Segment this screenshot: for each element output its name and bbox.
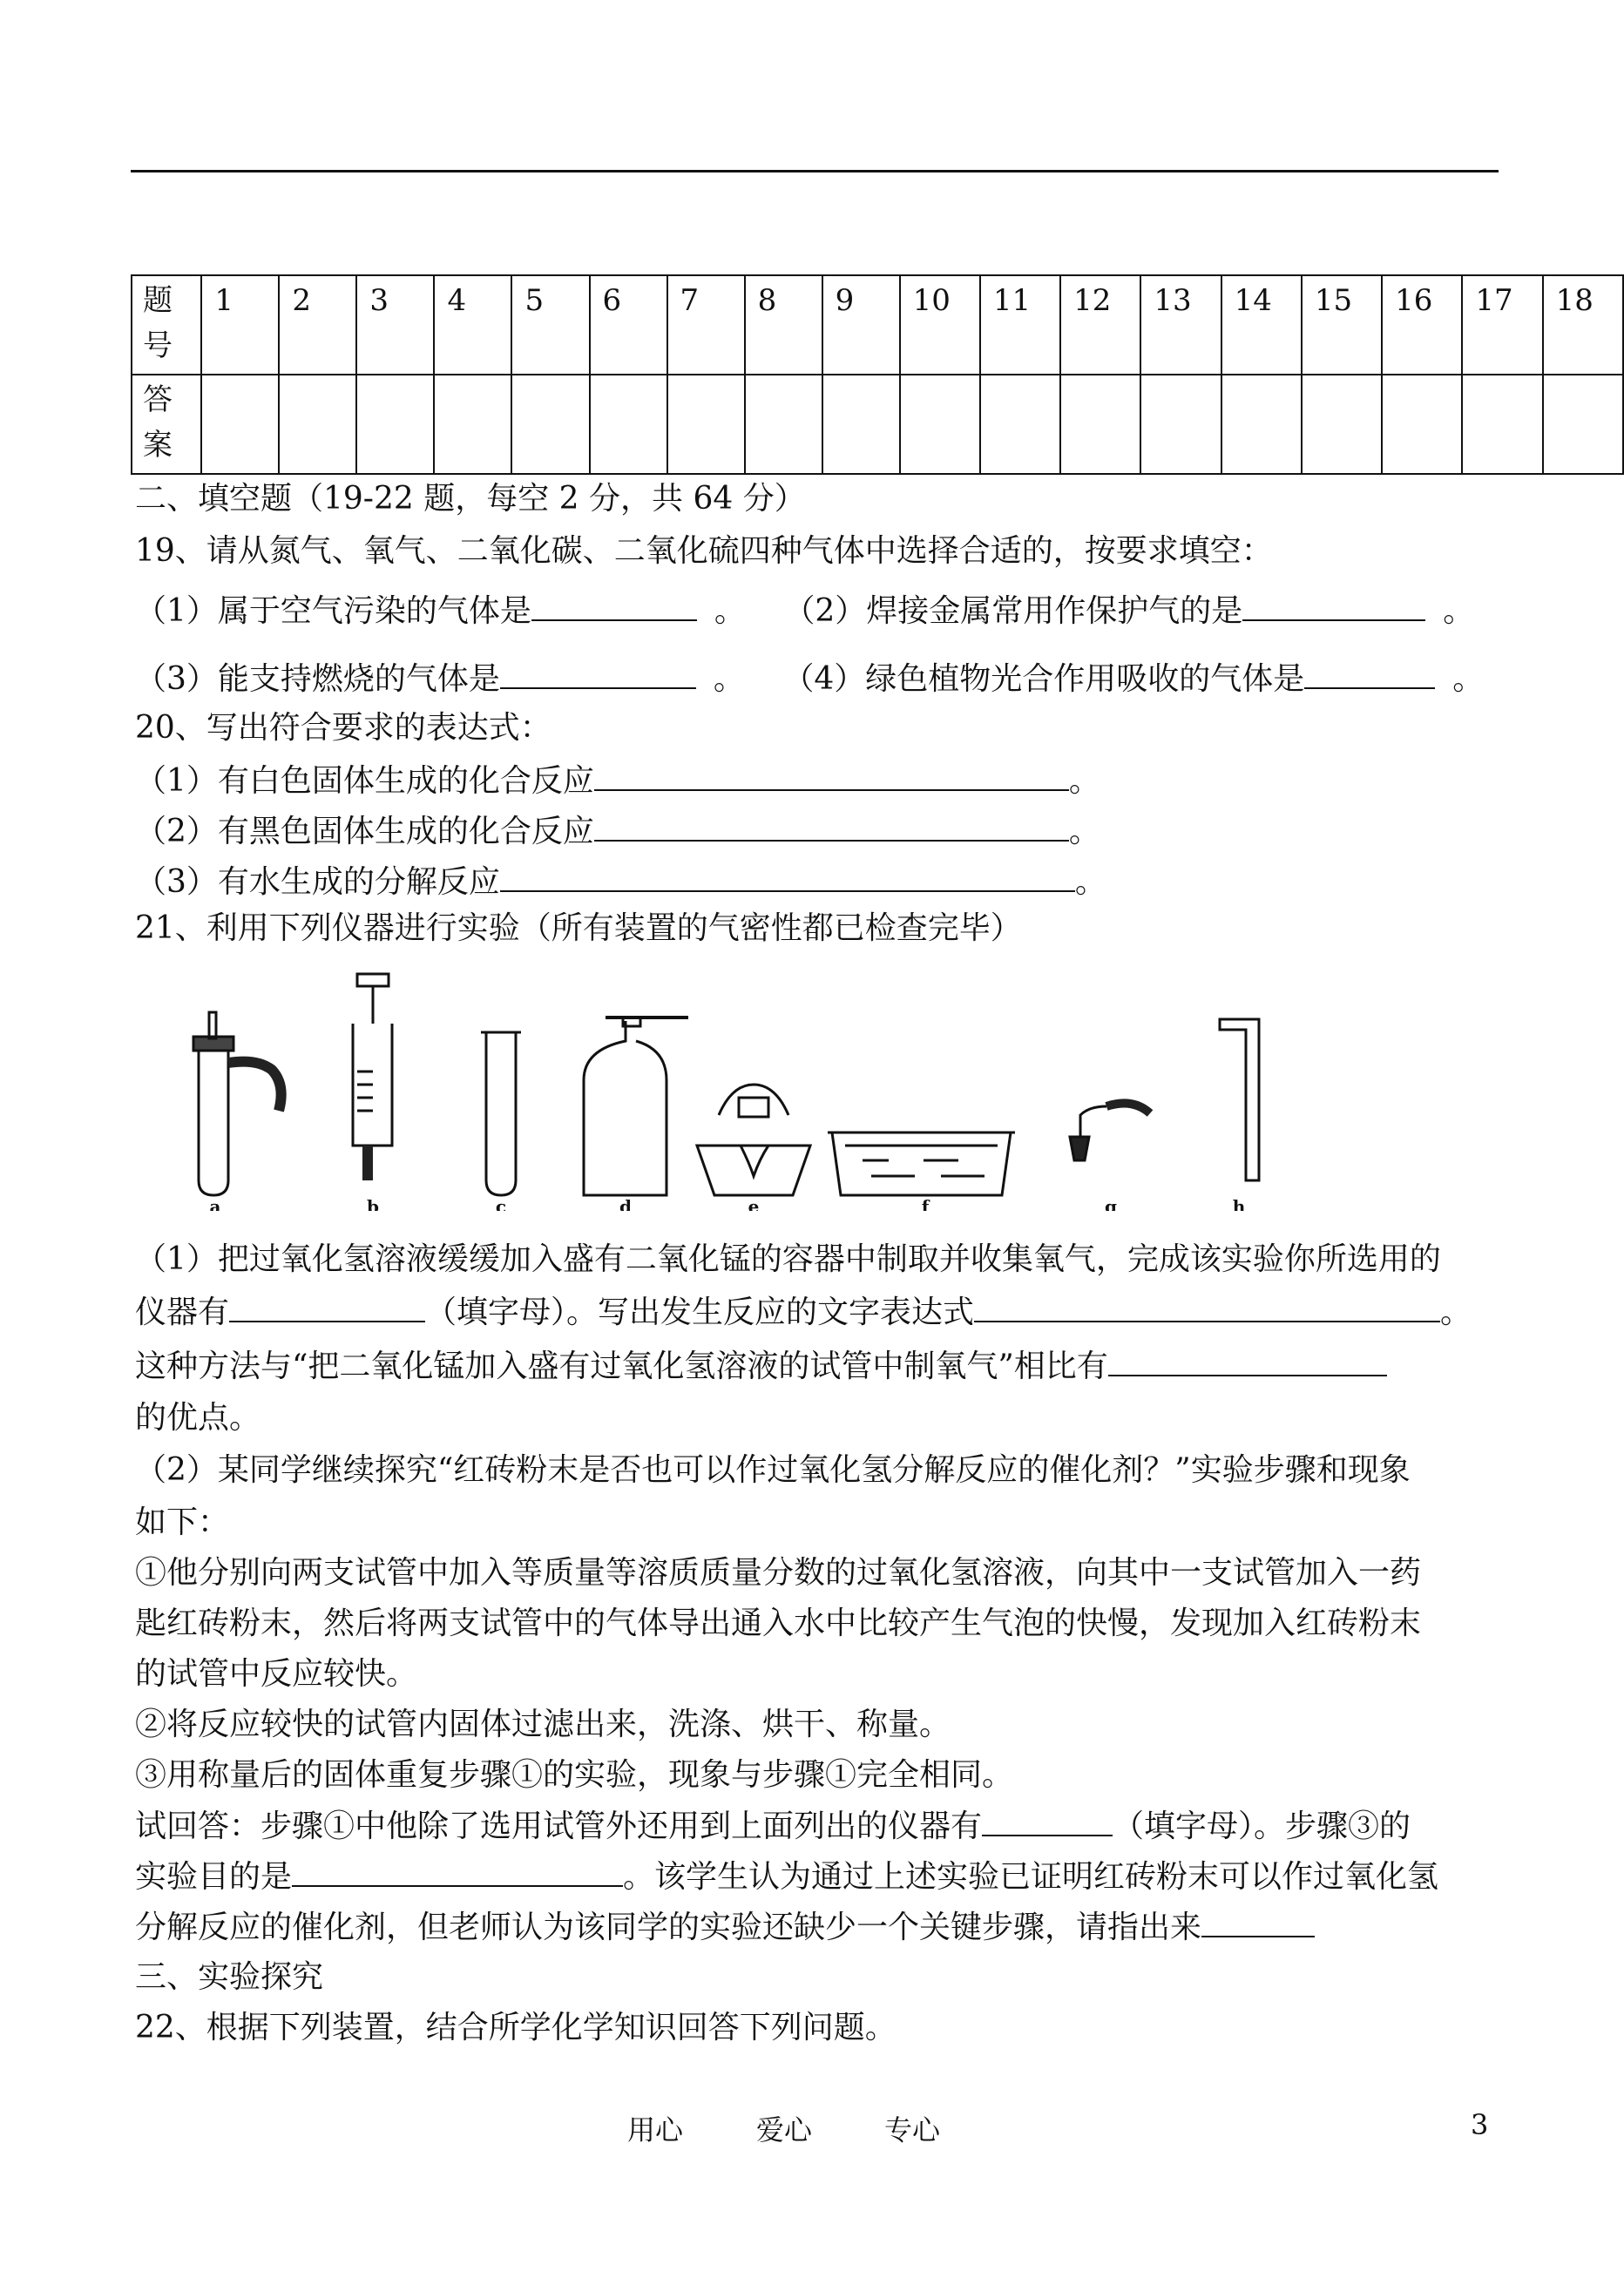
label-h: h: [1232, 1196, 1246, 1211]
apparatus-f: [828, 1132, 1015, 1195]
q20-line-1: （1）有白色固体生成的化合反应 。: [135, 756, 1100, 806]
answer-cell[interactable]: [434, 375, 511, 474]
apparatus-drawing: [174, 967, 1342, 1211]
label-d: d: [619, 1196, 632, 1211]
question-number: 12: [1060, 275, 1140, 375]
question-number: 3: [356, 275, 434, 375]
answer-cell[interactable]: [1140, 375, 1221, 474]
label-c: c: [495, 1196, 507, 1211]
q21-line-13: 实验目的是 。该学生认为通过上述实验已证明红砖粉末可以作过氧化氢: [135, 1852, 1438, 1902]
apparatus-figure: [174, 967, 1342, 1211]
q19-blank-2[interactable]: [1242, 586, 1425, 621]
label-f: f: [921, 1196, 930, 1211]
section-3-heading: 三、实验探究: [135, 1959, 324, 1995]
q21-line-14: 分解反应的催化剂，但老师认为该同学的实验还缺少一个关键步骤，请指出来: [135, 1903, 1315, 1952]
q22-stem: 22、根据下列装置，结合所学化学知识回答下列问题。: [135, 2010, 897, 2045]
q21-line-1: （1）把过氧化氢溶液缓缓加入盛有二氧化锰的容器中制取并收集氧气，完成该实验你所选用的: [135, 1241, 1441, 1277]
question-number: 14: [1221, 275, 1302, 375]
question-number: 6: [590, 275, 667, 375]
apparatus-e: [697, 1085, 810, 1195]
q21-blank-instruments[interactable]: [229, 1288, 425, 1322]
q20-line-3: （3）有水生成的分解反应 。: [135, 857, 1106, 907]
apparatus-g: [1070, 1103, 1150, 1160]
q19-line-2: （3）能支持燃烧的气体是 。 （4）绿色植物光合作用吸收的气体是 。: [135, 654, 1484, 704]
question-number: 7: [667, 275, 745, 375]
table-row: [132, 275, 1623, 375]
q19-part-2: （2）焊接金属常用作保护气的是: [783, 593, 1243, 629]
label-e: e: [748, 1196, 760, 1211]
row-label-number: 题号: [132, 275, 201, 375]
apparatus-d: [584, 1018, 688, 1195]
q21-stem: 21、利用下列仪器进行实验（所有装置的气密性都已检查完毕）: [135, 910, 1022, 946]
question-number: 18: [1543, 275, 1623, 375]
q21-blank-advantage[interactable]: [1108, 1342, 1387, 1376]
header-rule: [131, 170, 1499, 172]
q21-line-11: ③用称量后的固体重复步骤①的实验，现象与步骤①完全相同。: [135, 1757, 1014, 1793]
question-number: 11: [980, 275, 1060, 375]
q21-line-12: 试回答：步骤①中他除了选用试管外还用到上面列出的仪器有 （填字母）。步骤③的: [135, 1802, 1411, 1851]
answer-cell[interactable]: [1382, 375, 1462, 474]
question-number: 15: [1302, 275, 1382, 375]
label-b: b: [367, 1196, 379, 1211]
answer-cell[interactable]: [667, 375, 745, 474]
page-number: 3: [1471, 2108, 1489, 2141]
footer-text-3: 专心: [884, 2113, 941, 2147]
q21-blank-purpose[interactable]: [292, 1852, 623, 1887]
q21-line-6: 如下：: [135, 1504, 230, 1540]
q21-line-5: （2）某同学继续探究“红砖粉末是否也可以作过氧化氢分解反应的催化剂？”实验步骤和现象: [135, 1452, 1411, 1488]
answer-cell[interactable]: [900, 375, 980, 474]
apparatus-c: [481, 1032, 521, 1195]
answer-cell[interactable]: [279, 375, 356, 474]
question-number: 10: [900, 275, 980, 375]
answer-cell[interactable]: [511, 375, 589, 474]
question-number: 2: [279, 275, 356, 375]
q19-blank-3[interactable]: [500, 654, 696, 689]
question-number: 16: [1382, 275, 1462, 375]
section-2-heading: 二、填空题（19-22 题，每空 2 分，共 64 分）: [135, 481, 806, 517]
q21-blank-step1[interactable]: [982, 1802, 1113, 1836]
label-g: g: [1105, 1196, 1117, 1211]
q20-blank-1[interactable]: [594, 756, 1069, 791]
q21-line-10: ②将反应较快的试管内固体过滤出来，洗涤、烘干、称量。: [135, 1707, 951, 1742]
q21-line-4: 的优点。: [135, 1400, 261, 1436]
q19-line-1: （1）属于空气污染的气体是 。 （2）焊接金属常用作保护气的是 。: [135, 586, 1474, 636]
q19-blank-1[interactable]: [531, 586, 697, 621]
answer-cell[interactable]: [1060, 375, 1140, 474]
q21-blank-missing-step[interactable]: [1201, 1903, 1315, 1937]
apparatus-b: [353, 974, 392, 1180]
q21-line-8: 匙红砖粉末，然后将两支试管中的气体导出通入水中比较产生气泡的快慢，发现加入红砖粉末: [135, 1606, 1422, 1641]
question-number: 1: [201, 275, 279, 375]
question-number: 5: [511, 275, 589, 375]
answer-cell[interactable]: [201, 375, 279, 474]
q21-line-9: 的试管中反应较快。: [135, 1656, 418, 1692]
question-number: 9: [822, 275, 900, 375]
answer-cell[interactable]: [356, 375, 434, 474]
q19-blank-4[interactable]: [1304, 654, 1435, 689]
answer-cell[interactable]: [590, 375, 667, 474]
answer-cell[interactable]: [745, 375, 822, 474]
q21-line-2: 仪器有 （填字母）。写出发生反应的文字表达式 。: [135, 1288, 1472, 1337]
q21-line-3: 这种方法与“把二氧化锰加入盛有过氧化氢溶液的试管中制氧气”相比有: [135, 1342, 1387, 1391]
row-label-answer: 答案: [132, 375, 201, 474]
answer-cell[interactable]: [1221, 375, 1302, 474]
apparatus-h: [1220, 1019, 1259, 1180]
q21-line-7: ①他分别向两支试管中加入等质量等溶质质量分数的过氧化氢溶液，向其中一支试管加入一药: [135, 1555, 1422, 1591]
q21-blank-expression[interactable]: [974, 1288, 1440, 1322]
label-a: a: [209, 1196, 221, 1211]
question-number: 13: [1140, 275, 1221, 375]
answer-cell[interactable]: [822, 375, 900, 474]
q19-part-3: （3）能支持燃烧的气体是: [135, 661, 500, 697]
q20-blank-3[interactable]: [500, 857, 1075, 892]
q19-stem: 19、请从氮气、氧气、二氧化碳、二氧化硫四种气体中选择合适的，按要求填空：: [135, 533, 1273, 569]
q19-part-1: （1）属于空气污染的气体是: [135, 593, 531, 629]
answer-cell[interactable]: [1543, 375, 1623, 474]
footer-text-1: 用心: [627, 2113, 684, 2147]
answer-cell[interactable]: [1302, 375, 1382, 474]
answer-cell[interactable]: [980, 375, 1060, 474]
question-number: 17: [1462, 275, 1542, 375]
question-number: 4: [434, 275, 511, 375]
q20-stem: 20、写出符合要求的表达式：: [135, 710, 551, 746]
apparatus-a: [193, 1012, 281, 1195]
q20-blank-2[interactable]: [594, 807, 1069, 842]
answer-cell[interactable]: [1462, 375, 1542, 474]
answer-table: [131, 274, 1624, 475]
question-number: 8: [745, 275, 822, 375]
footer-text-2: 爱心: [756, 2113, 813, 2147]
q20-line-2: （2）有黑色固体生成的化合反应 。: [135, 807, 1100, 856]
q19-part-4: （4）绿色植物光合作用吸收的气体是: [782, 661, 1305, 697]
table-row: [132, 375, 1623, 474]
